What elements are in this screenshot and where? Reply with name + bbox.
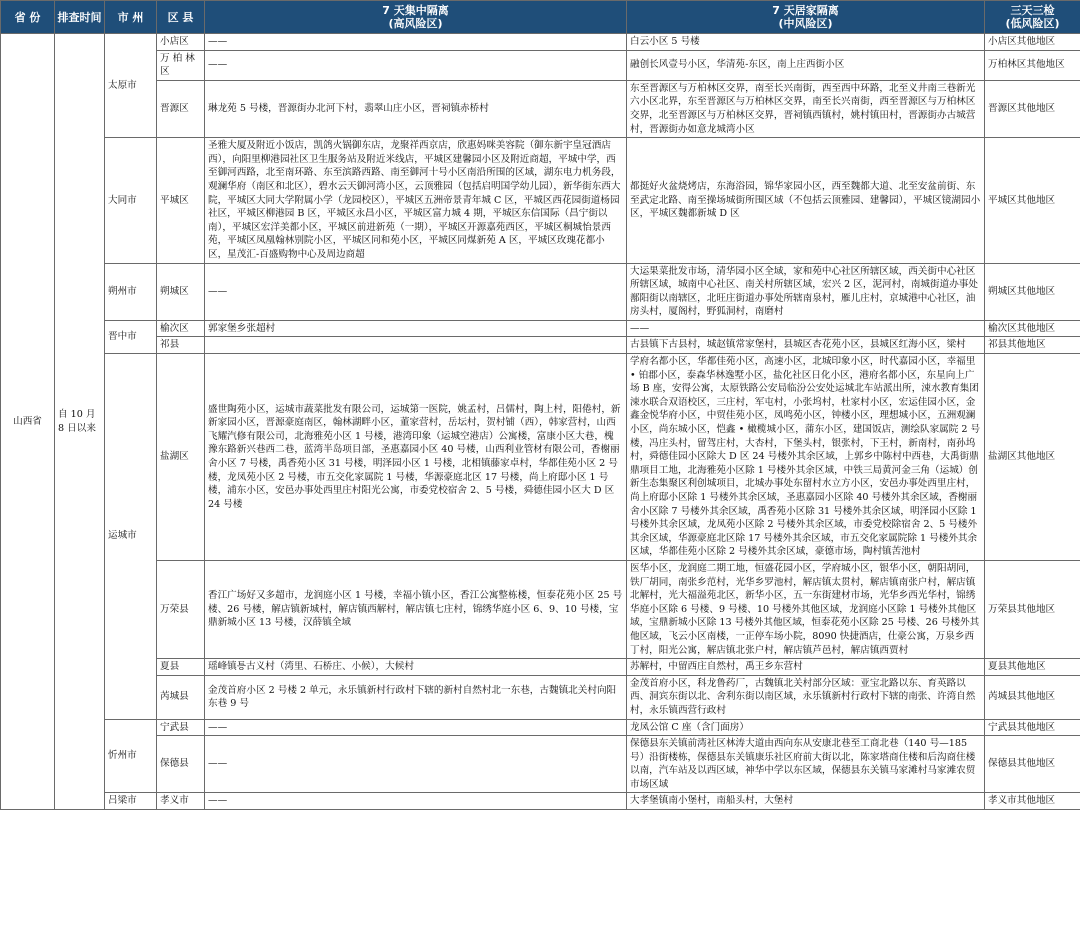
low-risk-cell: 盐湖区其他地区 <box>985 354 1080 561</box>
mid-risk-cell: 大运果菜批发市场，清华园小区全域，家和苑中心社区所辖区域，西关街中心社区所辖区域，城南中心社区、南关村所辖区域，宏兴 2 区，泥河村，南城街道办事处鄯阳街以南辖区，北旺庄街道办事处所辖南泉村，雁儿庄村，京城港中心社区，油房头村，厦阁村，野狐洞村，南磨村 <box>627 263 985 320</box>
district-cell: 朔城区 <box>157 263 205 320</box>
low-risk-cell: 万荣县其他地区 <box>985 560 1080 658</box>
high-risk-cell: 琳龙苑 5 号楼，晋源街办北河下村，翡翠山庄小区，晋祠镇赤桥村 <box>205 80 627 137</box>
table-row <box>1 80 1080 137</box>
district-cell: 祁县 <box>157 337 205 354</box>
mid-risk-cell: 金茂首府小区，科龙鲁药厂，古魏镇北关村部分区域：亚宝北路以东、育英路以西、洞宾东街以北、舍利东街以南区域，永乐镇新村行政村下辖的南张、许湾自然村，永乐镇西营行政村 <box>627 675 985 719</box>
low-risk-cell: 万柏林区其他地区 <box>985 50 1080 80</box>
table-row <box>1 719 1080 736</box>
district-cell: 盐湖区 <box>157 354 205 561</box>
district-cell: 万 柏 林 区 <box>157 50 205 80</box>
city-cell: 太原市 <box>105 34 157 138</box>
high-risk-cell: —— <box>205 736 627 793</box>
district-cell: 万荣县 <box>157 560 205 658</box>
mid-risk-cell: 融创长风壹号小区，华清苑-东区，南上庄西街小区 <box>627 50 985 80</box>
header-low-title: 三天三检 <box>1010 4 1055 17</box>
header-high-sub: (高风险区) <box>388 17 443 30</box>
low-risk-cell: 芮城县其他地区 <box>985 675 1080 719</box>
header-province: 省 份 <box>1 1 55 34</box>
low-risk-cell: 夏县其他地区 <box>985 659 1080 676</box>
table-row <box>1 793 1080 810</box>
district-cell: 芮城县 <box>157 675 205 719</box>
header-district: 区 县 <box>157 1 205 34</box>
table-row <box>1 337 1080 354</box>
header-high-title: 7 天集中隔离 <box>382 4 449 17</box>
district-cell: 夏县 <box>157 659 205 676</box>
table-header-row <box>1 1 1080 34</box>
city-cell: 大同市 <box>105 138 157 263</box>
district-cell: 保德县 <box>157 736 205 793</box>
city-cell: 晋中市 <box>105 320 157 353</box>
mid-risk-cell: 都挺好火盆烧烤店，东海浴园，锦华家园小区，西至魏都大道、北至安盆前街、东至武定北路、南至操场城街所围区域（不包括云顶雅园、建馨园），平城区镜湖园小区，平城区魏都新城 D 区 <box>627 138 985 263</box>
high-risk-cell: —— <box>205 50 627 80</box>
high-risk-cell: 香江广场好又多超市，龙润庭小区 1 号楼，幸福小镇小区，香江公寓整栋楼，恒泰花苑小区 25 号楼、26 号楼，解店镇新城村，解店镇西解村，解店镇七庄村，锦绣华庭小区 6、9、10 号楼，宝鼎新城小区 13 号楼，汉薛镇全域 <box>205 560 627 658</box>
mid-risk-cell: 医华小区，龙润庭二期工地，恒盛花园小区，学府城小区，银华小区，朝阳胡同，铁厂胡同，南张乡范村，光华乡罗池村，解店镇太贯村，解店镇南张户村，解店镇北解村，光大福溢苑北区，新华小区，五一东街建材市场，光华乡西光华村，锦绣华庭小区除 6 号楼、9 号楼、10 号楼外其他区域，龙润庭小区除 1 号楼外其他区域，宝鼎新城小区除 13 号楼外其他区域，恒泰花苑小区除 25 号楼、26 号楼外其他区域，飞云小区南楼，一正停车场小院，8090 快捷酒店，仕豪公寓，万泉乡西丁村，阳光公寓，解店镇北张户村，解店镇芦邑村，解店镇西贾村 <box>627 560 985 658</box>
table-row <box>1 560 1080 658</box>
header-city: 市 州 <box>105 1 157 34</box>
header-low-risk <box>985 1 1080 34</box>
city-cell: 吕梁市 <box>105 793 157 810</box>
mid-risk-cell: —— <box>627 320 985 337</box>
high-risk-cell: 圣雅大厦及附近小饭店，凯鸽火锅御东店，龙聚祥西京店，欣惠妈咪美容院（御东新宇皇冠酒店西），向阳里柳港园社区卫生服务站及附近米线店，平城区建馨园小区及附近商超，平城中学，西至御河西路，北至南环路、东至滨路西路、南至御河十号小区南沿所围的区域，湖东电力机务段，观澜华府（南区和北区），碧水云天御河湾小区，云顶雅园（包括启明国学幼儿园），新华街东西大院，平城区大同大学附属小学（龙园校区），平城区五洲帝景青年城 C 区，平城区西花园街道杨园社区，平城区柳港园 B 区，平城区永昌小区，平城区富力城 4 期，平城区东信国际（昌宁街以南），平城区宏洋美都小区，平城区前进新苑（一期），平城区开源嘉苑西区，平城区桐城怡景西苑，平城区凤凰翰林别院小区，平城区同和苑小区，平城区同煤新苑 A 区，平城区玫瑰花都小区，星茂汇-百盛购物中心及周边商超 <box>205 138 627 263</box>
high-risk-cell: —— <box>205 793 627 810</box>
mid-risk-cell: 大孝堡镇南小堡村，南船头村，大堡村 <box>627 793 985 810</box>
table-row <box>1 263 1080 320</box>
district-cell: 小店区 <box>157 34 205 51</box>
province-cell: 山西省 <box>1 34 55 810</box>
header-time: 排查时间 <box>55 1 105 34</box>
high-risk-cell: 郭家堡乡张超村 <box>205 320 627 337</box>
high-risk-cell: —— <box>205 719 627 736</box>
low-risk-cell: 祁县其他地区 <box>985 337 1080 354</box>
low-risk-cell: 平城区其他地区 <box>985 138 1080 263</box>
city-cell: 忻州市 <box>105 719 157 793</box>
city-cell: 朔州市 <box>105 263 157 320</box>
table-row <box>1 354 1080 561</box>
low-risk-cell: 宁武县其他地区 <box>985 719 1080 736</box>
header-mid-risk <box>627 1 985 34</box>
low-risk-cell: 榆次区其他地区 <box>985 320 1080 337</box>
low-risk-cell: 晋源区其他地区 <box>985 80 1080 137</box>
district-cell: 孝义市 <box>157 793 205 810</box>
header-mid-sub: (中风险区) <box>778 17 833 30</box>
mid-risk-cell: 苏解村，中留西庄自然村，禹王乡东营村 <box>627 659 985 676</box>
high-risk-cell: —— <box>205 263 627 320</box>
district-cell: 宁武县 <box>157 719 205 736</box>
low-risk-cell: 孝义市其他地区 <box>985 793 1080 810</box>
city-cell: 运城市 <box>105 354 157 719</box>
high-risk-cell <box>205 337 627 354</box>
mid-risk-cell: 学府名都小区，华都佳苑小区，高速小区，北城印象小区，时代嘉园小区，幸福里 • 铂郡小区，泰森华林逸墅小区，盐化社区日化小区，港府名都小区，东星向上广场 B 座，安得公寓，太原铁路公安局临汾公安处运城北车站派出所，涑水教育集团涑水联合双语校区，三庄村，军屯村，小张坞村，杜家村小区，宏运佳园小区，金鑫金悦华府小区，中贸佳苑小区，凤鸣苑小区，钟楼小区，理想城小区，五洲观澜小区，尚东城小区，恺鑫 • 橄榄城小区，蒲东小区，建国饭店，测绘队家属院 2 号楼，冯庄头村，留驾庄村，大杏村，下堡头村，银张村，下王村，新南村，南孙坞村，舜德佳园小区除大 D 区 24 号楼外其余区域，上郭乡中陈村中西巷，大禹街鼎鼎项目工地，北海雅苑小区除 1 号楼外其余区域，中铁三局黄河金三角（运城）创新生态集聚区利创城项目，北城办事处东留村水立方小区，安邑办事处西里庄村，尚上府邸小区除 1 号楼外其余区域，圣惠嘉园小区除 40 号楼外其余区域，香榭丽舍小区除 7 号楼外其余区域，禹香苑小区除 31 号楼外其余区域，明泽园小区除 1 号楼外其余区域，龙凤苑小区除 2 号楼外其余区域，市委党校除宿舍 2、5 号楼外其余区域，华源豪庭北区除 17 号楼外其余区域，市五交化家属院除 1 号楼外其余区域，华都佳苑小区除 2 号楼外其余区域，豪德市场，陶村镇苦池村 <box>627 354 985 561</box>
high-risk-cell: 瑶峰镇틍古义村（湾里、石桥庄、小候），大候村 <box>205 659 627 676</box>
mid-risk-cell: 古县镇下古县村，城赵镇常家堡村，县城区杏花苑小区，县城区红海小区，梁村 <box>627 337 985 354</box>
district-cell: 榆次区 <box>157 320 205 337</box>
high-risk-cell: 盛世陶苑小区，运城市蔬菜批发有限公司，运城第一医院，姚孟村，吕儒村，陶上村，阳倦村，新新家园小区，晋源豪庭南区，翰林湖畔小区，董家营村，岳坛村，贺村铺（西），韩家营村，山西飞耀汽修有限公司，北海雅苑小区 1 号楼，港湾印象（运城空港店）公寓楼，富康小区大巷，槐豫东路新兴巷西二巷，蓝湾半岛项目部，圣惠嘉园小区 40 号楼，山西利业管材有限公司，香榭丽舍小区 7 号楼，禹香苑小区 31 号楼，明泽园小区 1 号楼，北相镇藤家卓村，华都佳苑小区 2 号楼，龙凤苑小区 2 号楼，市五交化家属院 1 号楼，华源豪庭北区 17 号楼，尚上府邸小区 1 号楼，浦东小区，安邑办事处西里庄村阳光公寓，市委党校宿舍 2、5 号楼，舜德佳园小区大 D 区 24 号楼 <box>205 354 627 561</box>
table-row <box>1 138 1080 263</box>
mid-risk-cell: 东至晋源区与万柏林区交界，南至长兴南街，西至西中环路，北至义井南三巷新光六小区北界，东至晋源区与万柏林区交界，南至长兴南街，西至晋源区与万柏林区交界，北至晋源区与万柏林区交界，晋祠镇西镇村，姚村镇田村，晋源街办古城营村，晋源街办如意龙城湾小区 <box>627 80 985 137</box>
header-low-sub: (低风险区) <box>1005 17 1060 30</box>
table-row <box>1 320 1080 337</box>
mid-risk-cell: 保德县东关镇前湾社区林涛大道由西向东从安康北巷至工商北巷（140 号—185 号）沿街楼栋，保德县东关镇康乐社区府前大街以北，陈家塔商住楼和后沟商住楼以南，汽车站及以西区域，神华中学以东区域，保德县东关镇马家滩村马家滩农贸市场区域 <box>627 736 985 793</box>
header-high-risk <box>205 1 627 34</box>
low-risk-cell: 保德县其他地区 <box>985 736 1080 793</box>
header-mid-title: 7 天居家隔离 <box>772 4 839 17</box>
time-cell: 自 10 月 8 日以来 <box>55 34 105 810</box>
district-cell: 晋源区 <box>157 80 205 137</box>
table-row <box>1 50 1080 80</box>
high-risk-cell: —— <box>205 34 627 51</box>
table-row <box>1 736 1080 793</box>
table-row <box>1 675 1080 719</box>
mid-risk-cell: 龙凤公馆 C 座（含门面房） <box>627 719 985 736</box>
table-row <box>1 34 1080 51</box>
low-risk-cell: 小店区其他地区 <box>985 34 1080 51</box>
high-risk-cell: 金茂首府小区 2 号楼 2 单元，永乐镇新村行政村下辖的新村自然村北一东巷，古魏镇北关村向阳东巷 9 号 <box>205 675 627 719</box>
table-row <box>1 659 1080 676</box>
mid-risk-cell: 白云小区 5 号楼 <box>627 34 985 51</box>
low-risk-cell: 朔城区其他地区 <box>985 263 1080 320</box>
district-cell: 平城区 <box>157 138 205 263</box>
